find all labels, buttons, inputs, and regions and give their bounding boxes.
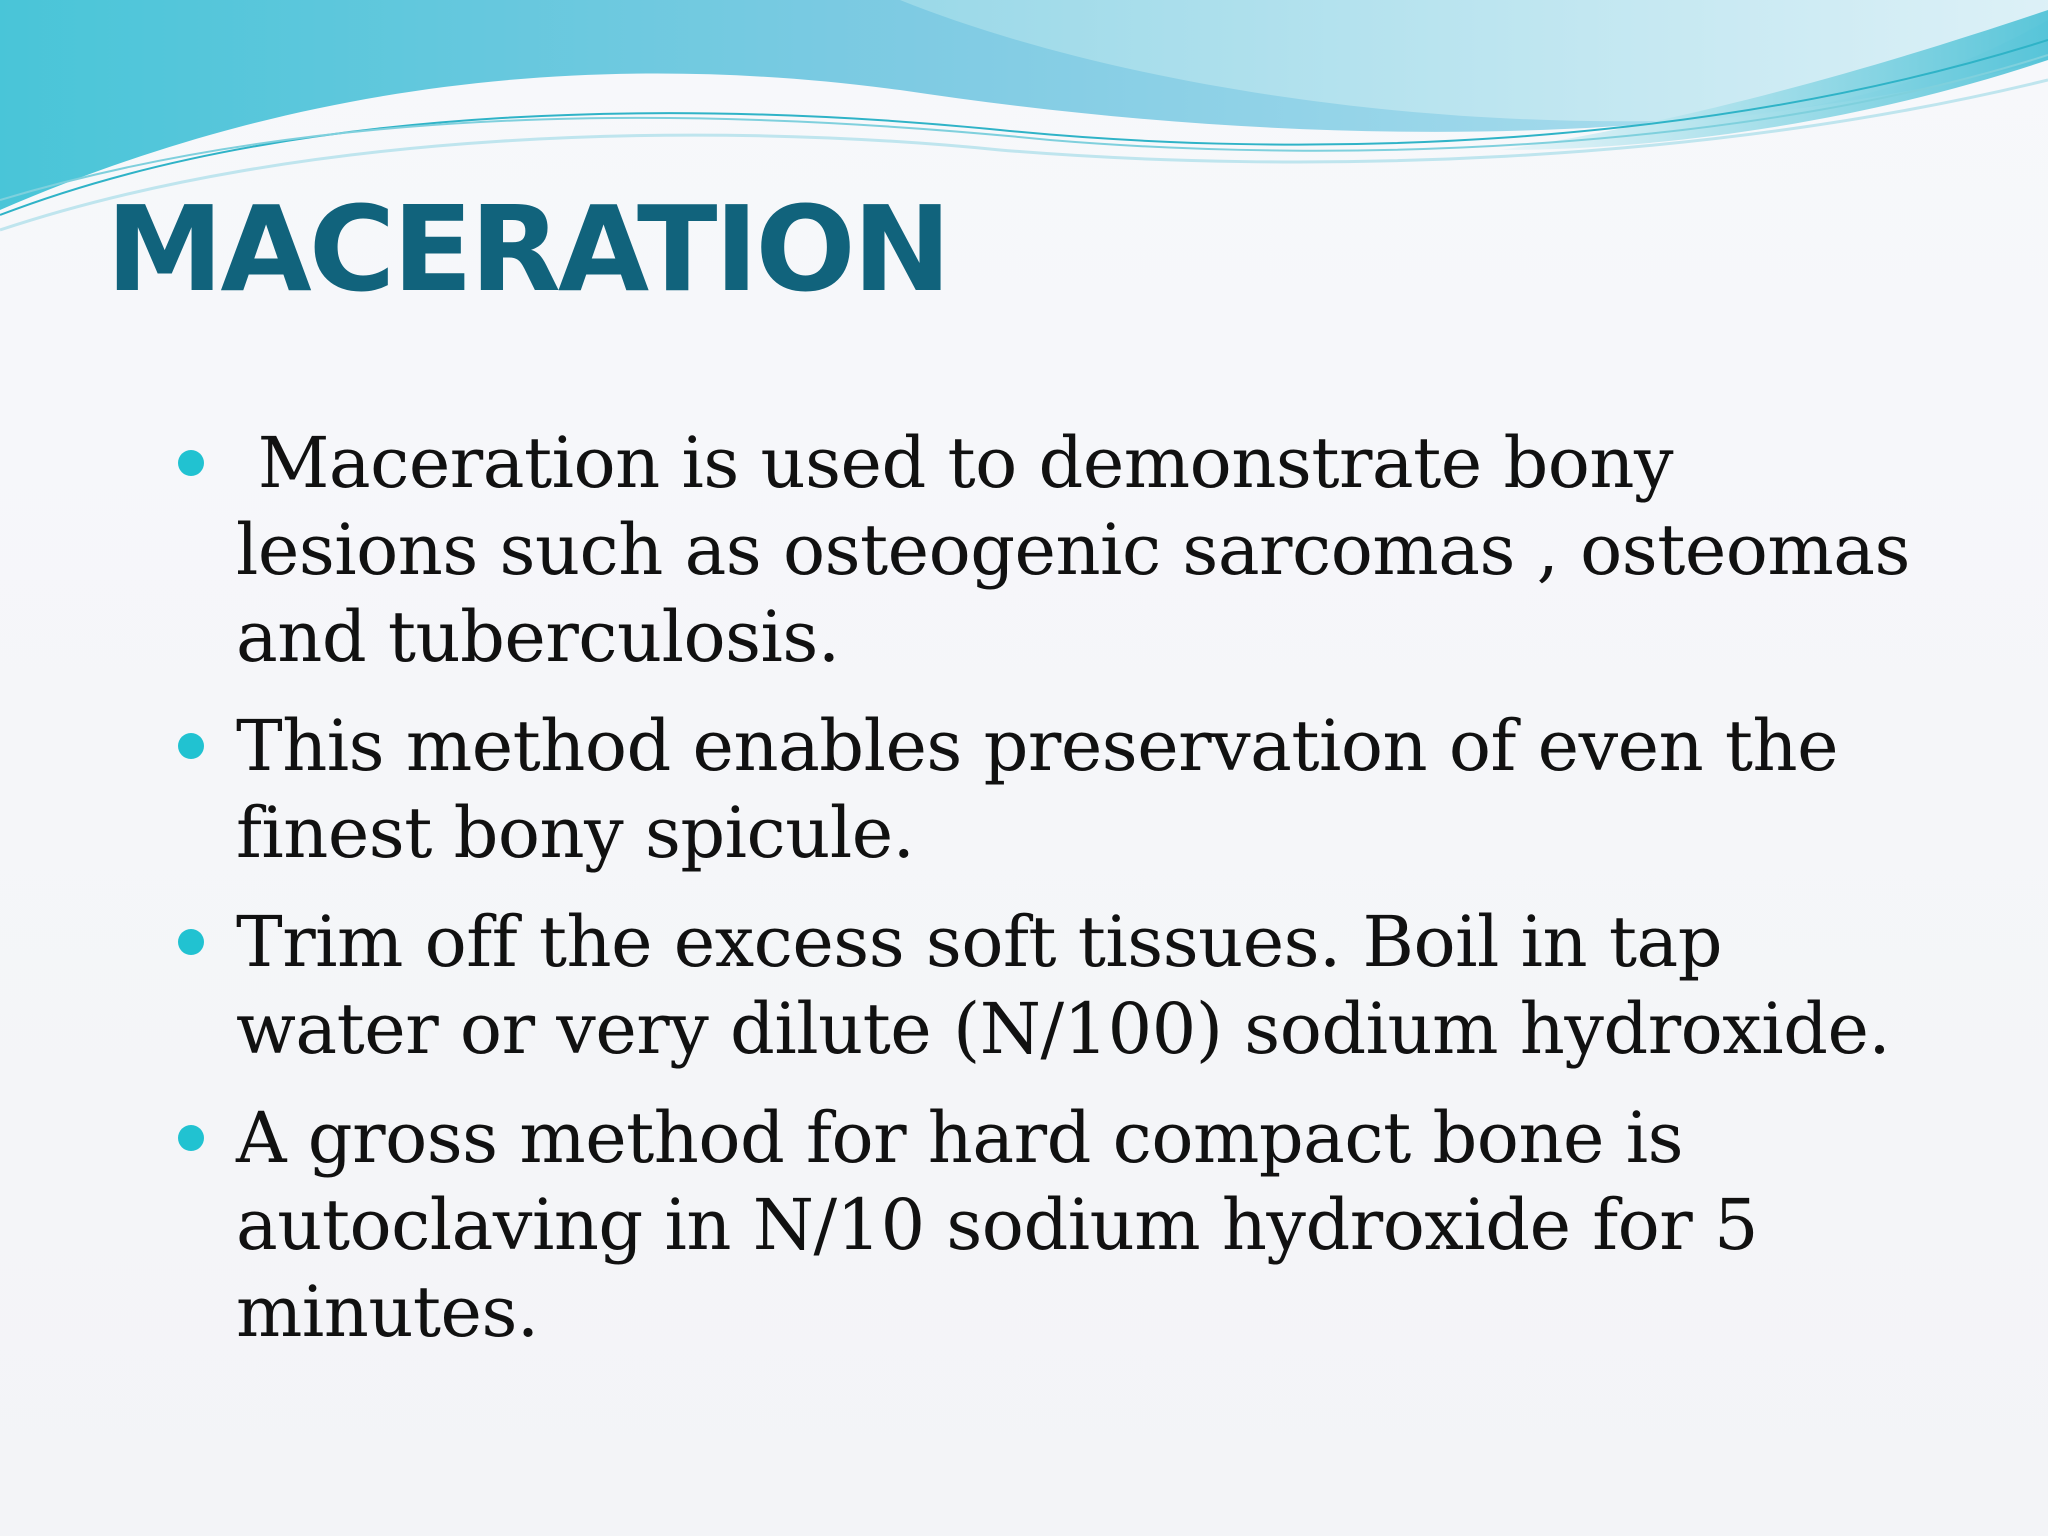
bullet-item	[176, 420, 1916, 681]
bullet-text: Trim off the excess soft tissues. Boil in tap water or very dilute (N/100) sodium hydroxide.	[236, 901, 1891, 1070]
bullet-item	[176, 703, 1916, 877]
bullet-text: Maceration is used to demonstrate bony lesions such as osteogenic sarcomas , osteomas and tuberculosis.	[236, 422, 1910, 678]
bullet-item	[176, 1095, 1916, 1356]
bullet-text: A gross method for hard compact bone is autoclaving in N/10 sodium hydroxide for 5 minutes.	[236, 1097, 1759, 1353]
bullet-item	[176, 899, 1916, 1073]
bullet-marker-icon	[178, 450, 204, 476]
bullet-marker-icon	[178, 733, 204, 759]
bullet-list	[176, 420, 1916, 1378]
bullet-marker-icon	[178, 929, 204, 955]
bullet-marker-icon	[178, 1125, 204, 1151]
slide-title: MACERATION	[106, 180, 949, 318]
bullet-text: This method enables preservation of even the finest bony spicule.	[236, 705, 1839, 874]
